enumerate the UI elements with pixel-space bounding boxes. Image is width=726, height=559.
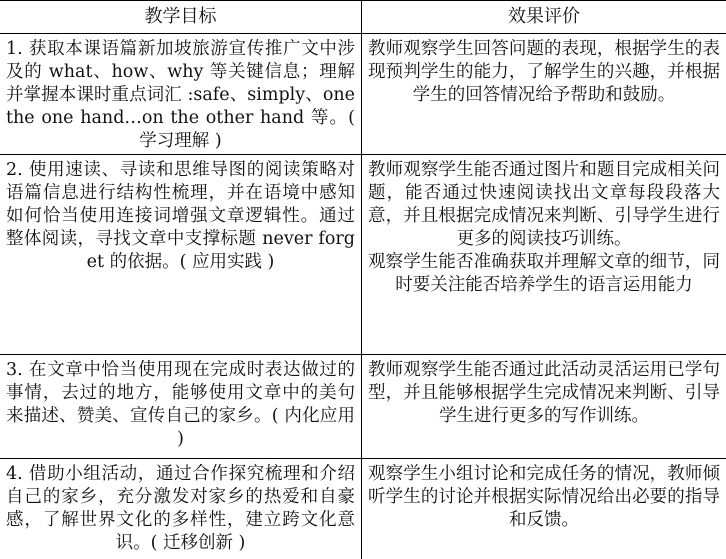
evaluation-cell: 教师观察学生能否通过此活动灵活运用已学句型，并且能够根据学生完成情况来判断、引导学生进行更多的写作训练。: [368, 360, 720, 426]
goal-cell: 2. 使用速读、寻读和思维导图的阅读策略对语篇信息进行结构性梳理，并在语境中感知如何恰当使用连接词增强文章逻辑性。通过整体阅读，寻找文章中支撑标题 never forget 的依据。( 应用实践 ): [0, 155, 362, 354]
goal-cell: 4. 借助小组活动，通过合作探究梳理和介绍自己的家乡，充分激发对家乡的热爱和自豪感，了解世界文化的多样性，建立跨文化意识。( 迁移创新 ): [0, 459, 362, 559]
table-header-row: [0, 1, 726, 34]
table-row: [0, 355, 726, 459]
evaluation-paragraph: 观察学生能否准确获取并理解文章的细节，同时要关注能否培养学生的语言运用能力: [368, 252, 720, 295]
table-row: [0, 155, 726, 355]
table-row: [0, 34, 726, 155]
header-effect-evaluation: 效果评价: [508, 6, 580, 27]
evaluation-cell: 观察学生小组讨论和完成任务的情况，教师倾听学生的讨论并根据实际情况给出必要的指导和反馈。: [368, 464, 720, 530]
header-teaching-goals: 教学目标: [0, 1, 362, 33]
table-row: [0, 459, 726, 559]
evaluation-paragraph: 教师观察学生能否通过图片和题目完成相关问题，能否通过快速阅读找出文章每段段落大意，并且根据完成情况来判断、引导学生进行更多的阅读技巧训练。: [368, 160, 720, 249]
goal-cell: 3. 在文章中恰当使用现在完成时表达做过的事情，去过的地方，能够使用文章中的美句来描述、赞美、宣传自己的家乡。( 内化应用 ): [0, 355, 362, 458]
evaluation-cell: [362, 155, 726, 354]
goal-cell: 1. 获取本课语篇新加坡旅游宣传推广文中涉及的 what、how、why 等关键信息；理解并掌握本课时重点词汇 :safe、simply、one the one hand…on the other hand 等。( 学习理解 ): [0, 34, 362, 154]
evaluation-cell: 教师观察学生回答问题的表现，根据学生的表现预判学生的能力，了解学生的兴趣，并根据学生的回答情况给予帮助和鼓励。: [368, 39, 720, 105]
